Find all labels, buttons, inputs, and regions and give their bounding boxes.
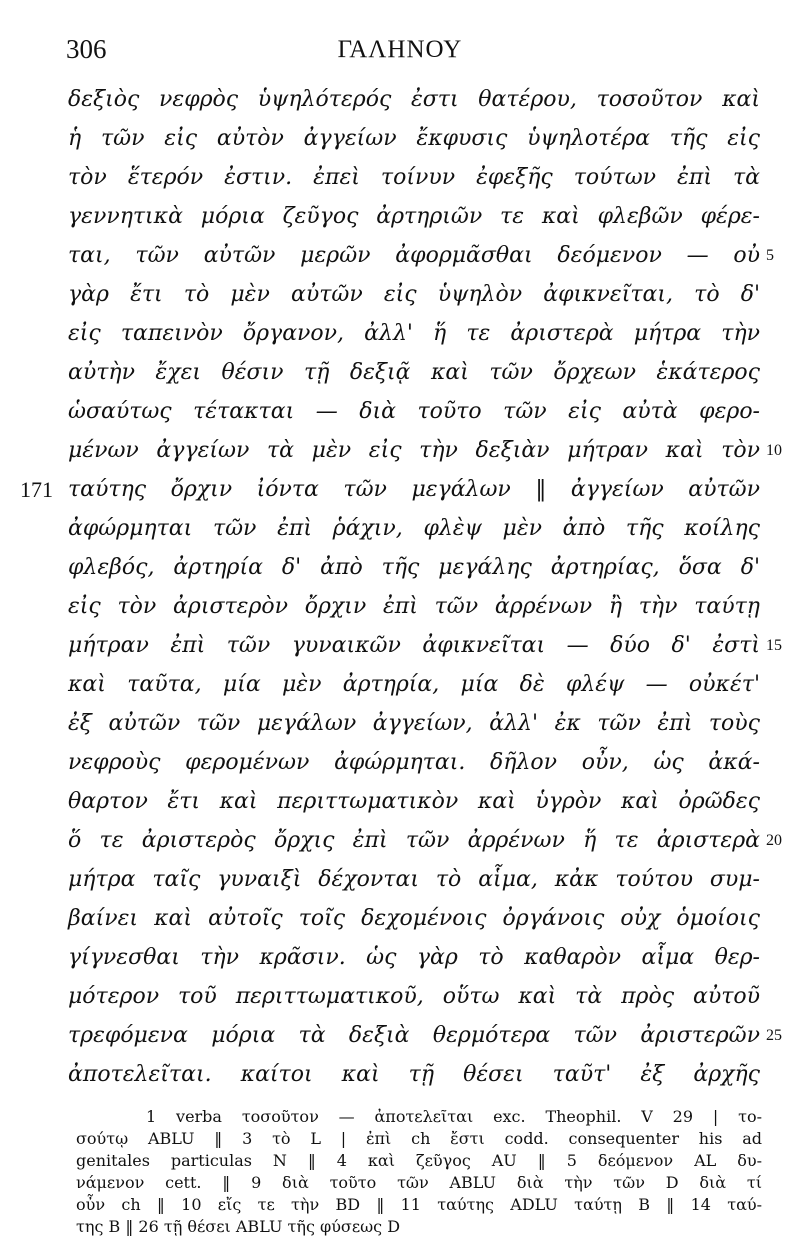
text-line: ταύτης ὄρχιν ἰόντα τῶν μεγάλων ‖ ἀγγείων αὐτῶν	[68, 477, 760, 502]
line-number: 25	[766, 1027, 782, 1044]
text-line: θαρτον ἔτι καὶ περιττωματικὸν καὶ ὑγρὸν καὶ ὀρῶδες	[68, 789, 760, 814]
text-line: μήτραν ἐπὶ τῶν γυναικῶν ἀφικνεῖται — δύο δ' ἐστὶ	[68, 633, 760, 658]
text-line: γίγνεσθαι τὴν κρᾶσιν. ὡς γὰρ τὸ καθαρὸν αἷμα θερ-	[68, 945, 760, 970]
text-line: ἀποτελεῖται. καίτοι καὶ τῇ θέσει ταῦτ' ἐξ ἀρχῆς	[68, 1062, 760, 1087]
margin-reference-number: 171	[20, 477, 53, 502]
text-line: ὅ τε ἀριστερὸς ὄρχις ἐπὶ τῶν ἀρρένων ἥ τε ἀριστερὰ	[68, 828, 760, 853]
text-line: τὸν ἕτερόν ἐστιν. ἐπεὶ τοίνυν ἐφεξῆς τούτων ἐπὶ τὰ	[68, 165, 760, 190]
text-line: δεξιὸς νεφρὸς ὑψηλότερός ἐστι θατέρου, τοσοῦτον καὶ	[68, 87, 760, 112]
text-line: τρεφόμενα μόρια τὰ δεξιὰ θερμότερα τῶν ἀριστερῶν	[68, 1023, 760, 1048]
text-line: μένων ἀγγείων τὰ μὲν εἰς τὴν δεξιὰν μήτραν καὶ τὸν	[68, 438, 760, 463]
text-line: μήτρα ταῖς γυναιξὶ δέχονται τὸ αἷμα, κἀκ τούτου συμ-	[68, 867, 760, 892]
text-line: ἡ τῶν εἰς αὐτὸν ἀγγείων ἔκφυσις ὑψηλοτέρα τῆς εἰς	[68, 126, 760, 151]
line-number: 15	[766, 637, 782, 654]
text-line: νεφροὺς φερομένων ἀφώρμηται. δῆλον οὖν, ὡς ἀκά-	[68, 750, 760, 775]
apparatus-line: νάμενον cett. ‖ 9 διὰ τοῦτο τῶν ABLU διὰ τὴν τῶν D διὰ τί	[76, 1173, 762, 1192]
text-line: μότερον τοῦ περιττωματικοῦ, οὕτω καὶ τὰ πρὸς αὐτοῦ	[68, 984, 760, 1009]
text-line: ὡσαύτως τέτακται — διὰ τοῦτο τῶν εἰς αὐτὰ φερο-	[68, 399, 760, 424]
text-line: εἰς ταπεινὸν ὄργανον, ἀλλ' ἥ τε ἀριστερὰ μήτρα τὴν	[68, 321, 760, 346]
text-line: ἀφώρμηται τῶν ἐπὶ ῥάχιν, φλὲψ μὲν ἀπὸ τῆς κοίλης	[68, 516, 760, 541]
text-line: φλεβός, ἀρτηρία δ' ἀπὸ τῆς μεγάλης ἀρτηρίας, ὅσα δ'	[68, 555, 760, 580]
text-line: γὰρ ἔτι τὸ μὲν αὐτῶν εἰς ὑψηλὸν ἀφικνεῖται, τὸ δ'	[68, 282, 760, 307]
apparatus-line: σούτῳ ABLU ‖ 3 τὸ L | ἐπὶ ch ἔστι codd. consequenter his ad	[76, 1129, 762, 1148]
running-head: ΓΑΛΗΝΟΥ	[337, 36, 463, 63]
apparatus-line: της B ‖ 26 τῇ θέσει ABLU τῆς φύσεως D	[76, 1217, 401, 1236]
apparatus-line: genitales particulas N ‖ 4 καὶ ζεῦγος AU ‖ 5 δεόμενον AL δυ-	[76, 1151, 762, 1170]
page-number: 306	[66, 34, 107, 64]
page-header	[0, 34, 800, 74]
apparatus-line: 1 verba τοσοῦτον — ἀποτελεῖται exc. Theophil. V 29 | το-	[146, 1107, 762, 1126]
line-number: 5	[766, 247, 774, 264]
line-number: 10	[766, 442, 782, 459]
text-line: βαίνει καὶ αὐτοῖς τοῖς δεχομένοις ὀργάνοις οὐχ ὁμοίοις	[68, 906, 760, 931]
text-line: ἐξ αὐτῶν τῶν μεγάλων ἀγγείων, ἀλλ' ἐκ τῶν ἐπὶ τοὺς	[68, 711, 760, 736]
text-line: καὶ ταῦτα, μία μὲν ἀρτηρία, μία δὲ φλέψ — οὐκέτ'	[68, 672, 760, 697]
text-line: αὐτὴν ἔχει θέσιν τῇ δεξιᾷ καὶ τῶν ὄρχεων ἑκάτερος	[68, 360, 760, 385]
text-line: ται, τῶν αὐτῶν μερῶν ἀφορμᾶσθαι δεόμενον — οὐ	[68, 243, 760, 268]
text-line: εἰς τὸν ἀριστερὸν ὄρχιν ἐπὶ τῶν ἀρρένων ἢ τὴν ταύτῃ	[68, 594, 760, 619]
text-line: γεννητικὰ μόρια ζεῦγος ἀρτηριῶν τε καὶ φλεβῶν φέρε-	[68, 204, 760, 229]
apparatus-line: οὖν ch ‖ 10 εἴς τε τὴν BD ‖ 11 ταύτης ADLU ταύτῃ B ‖ 14 ταύ-	[76, 1195, 762, 1214]
line-number: 20	[766, 832, 782, 849]
